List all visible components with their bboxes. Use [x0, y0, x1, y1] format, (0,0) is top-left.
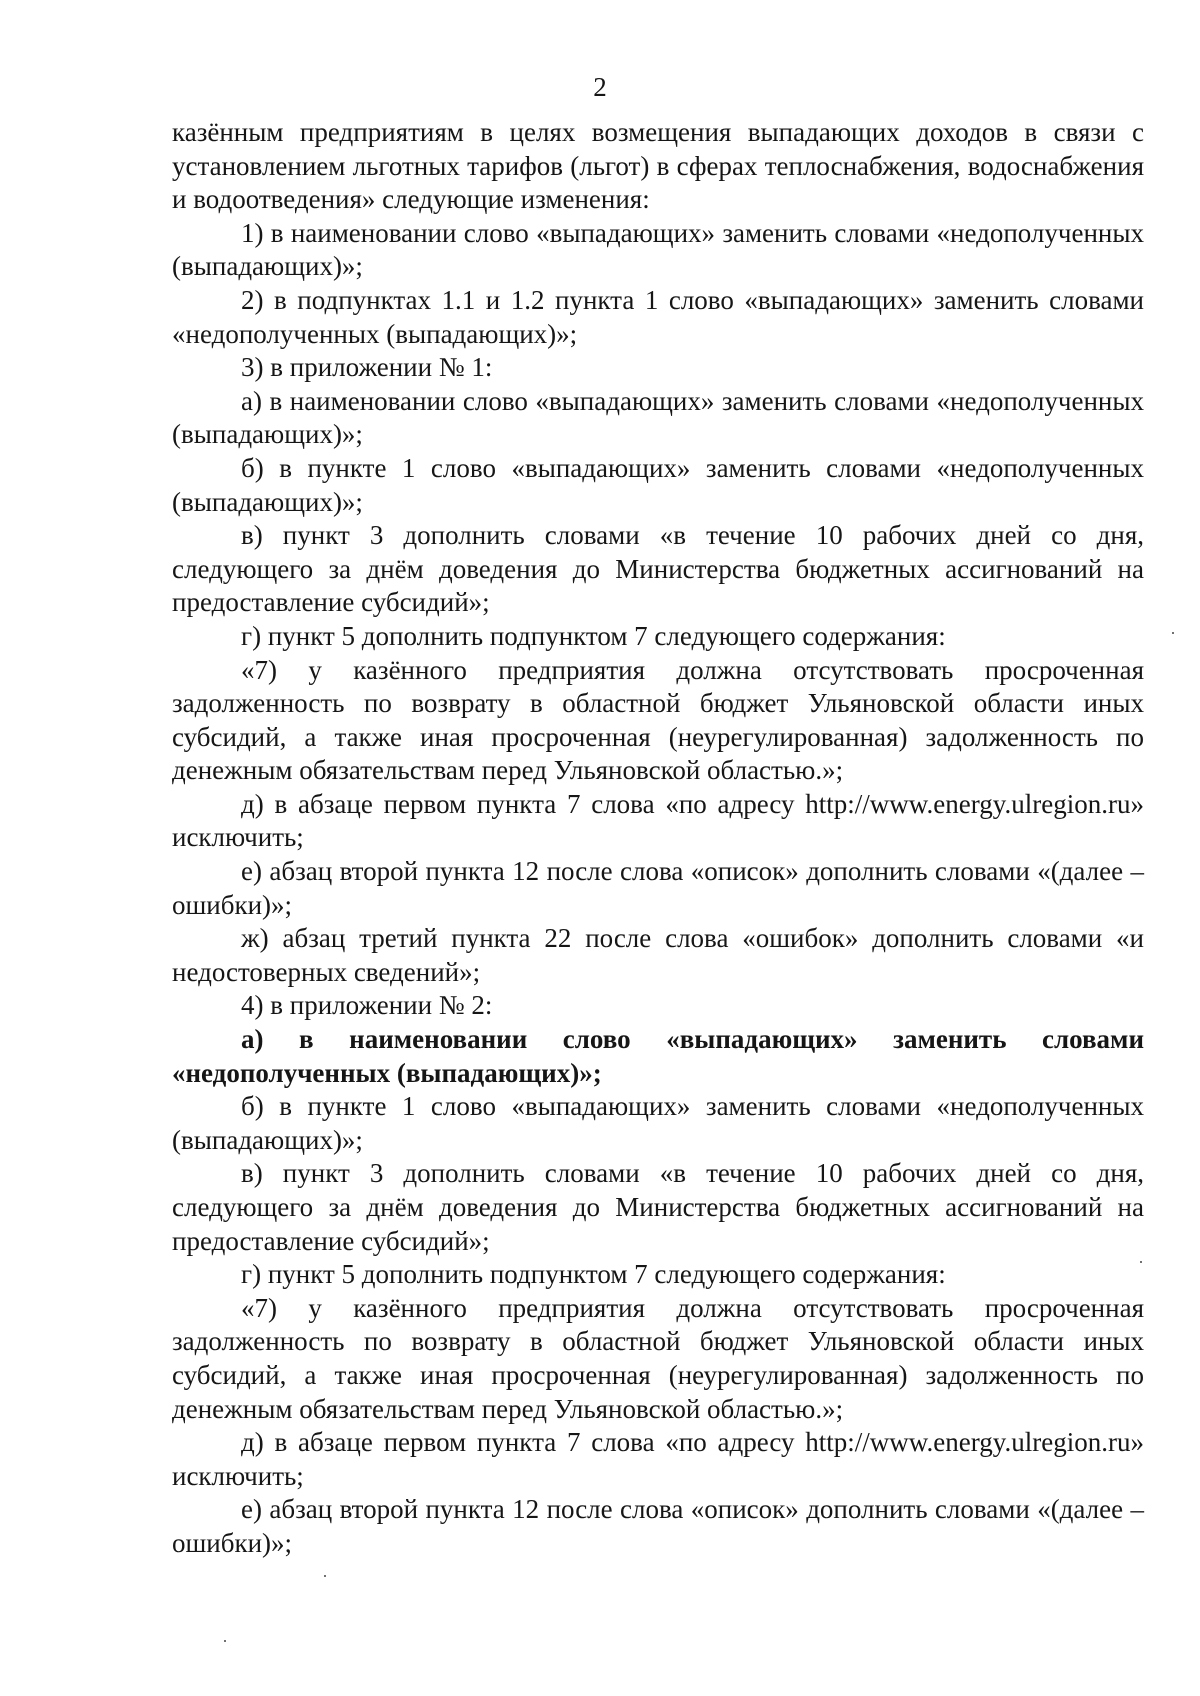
- paragraph-item-3g-quote: «7) у казённого предприятия должна отсутствовать просроченная задолженность по возврату в областной бюджет Ульяновской области иных субсидий, а также иная просроченная (неурегулированная) задолженность по денежным обязательствам перед Ульяновской областью.»;: [172, 654, 1144, 786]
- paragraph-item-3g: г) пункт 5 дополнить подпунктом 7 следующего содержания:: [241, 620, 946, 651]
- paragraph-item-3d: д) в абзаце первом пункта 7 слова «по адресу http://www.energy.ulregion.ru» исключить;: [172, 788, 1144, 853]
- paragraph-item-3v: в) пункт 3 дополнить словами «в течение 10 рабочих дней со дня, следующего за днём доведения до Министерства бюджетных ассигнований на предоставление субсидий»;: [172, 520, 1144, 618]
- document-body: [172, 116, 1144, 1561]
- paragraph-item-2: 2) в подпунктах 1.1 и 1.2 пункта 1 слово «выпадающих» заменить словами «недополученных (выпадающих)»;: [172, 284, 1144, 349]
- paragraph-item-4a: а) в наименовании слово «выпадающих» заменить словами «недополученных (выпадающих)»;: [172, 1024, 1144, 1088]
- page-number: 2: [593, 72, 607, 102]
- paragraph-item-1: 1) в наименовании слово «выпадающих» заменить словами «недополученных (выпадающих)»;: [172, 217, 1144, 282]
- paragraph-item-3b: б) в пункте 1 слово «выпадающих» заменить словами «недополученных (выпадающих)»;: [172, 452, 1144, 517]
- paragraph-item-4-heading: 4) в приложении № 2:: [241, 990, 493, 1021]
- scan-speck: [1140, 1261, 1142, 1263]
- scan-speck: [324, 1575, 326, 1577]
- paragraph-item-4g: г) пункт 5 дополнить подпунктом 7 следующего содержания:: [241, 1259, 946, 1290]
- paragraph-item-4e: е) абзац второй пункта 12 после слова «описок» дополнить словами «(далее – ошибки)»;: [172, 1494, 1144, 1558]
- paragraph-item-4d: д) в абзаце первом пункта 7 слова «по адресу http://www.energy.ulregion.ru» исключить;: [172, 1427, 1144, 1491]
- paragraph-item-4b: б) в пункте 1 слово «выпадающих» заменить словами «недополученных (выпадающих)»;: [172, 1091, 1144, 1155]
- paragraph-item-3zh: ж) абзац третий пункта 22 после слова «ошибок» дополнить словами «и недостоверных сведений»;: [172, 923, 1144, 987]
- scan-speck: [224, 1640, 226, 1642]
- paragraph-item-4g-quote: «7) у казённого предприятия должна отсутствовать просроченная задолженность по возврату в областной бюджет Ульяновской области иных субсидий, а также иная просроченная (неурегулированная) задолженность по денежным обязательствам перед Ульяновской областью.»;: [172, 1292, 1144, 1424]
- paragraph-item-4v: в) пункт 3 дополнить словами «в течение 10 рабочих дней со дня, следующего за днём доведения до Министерства бюджетных ассигнований на предоставление субсидий»;: [172, 1158, 1144, 1256]
- scan-speck: [1172, 632, 1174, 634]
- paragraph-item-3e: е) абзац второй пункта 12 после слова «описок» дополнить словами «(далее – ошибки)»;: [172, 856, 1144, 920]
- paragraph-item-3a: а) в наименовании слово «выпадающих» заменить словами «недополученных (выпадающих)»;: [172, 385, 1144, 450]
- paragraph-item-3-heading: 3) в приложении № 1:: [241, 352, 493, 383]
- paragraph-intro-continuation: казённым предприятиям в целях возмещения выпадающих доходов в связи с установлением льготных тарифов (льгот) в сферах теплоснабжения, водоснабжения и водоотведения» следующие изменения:: [172, 117, 1144, 215]
